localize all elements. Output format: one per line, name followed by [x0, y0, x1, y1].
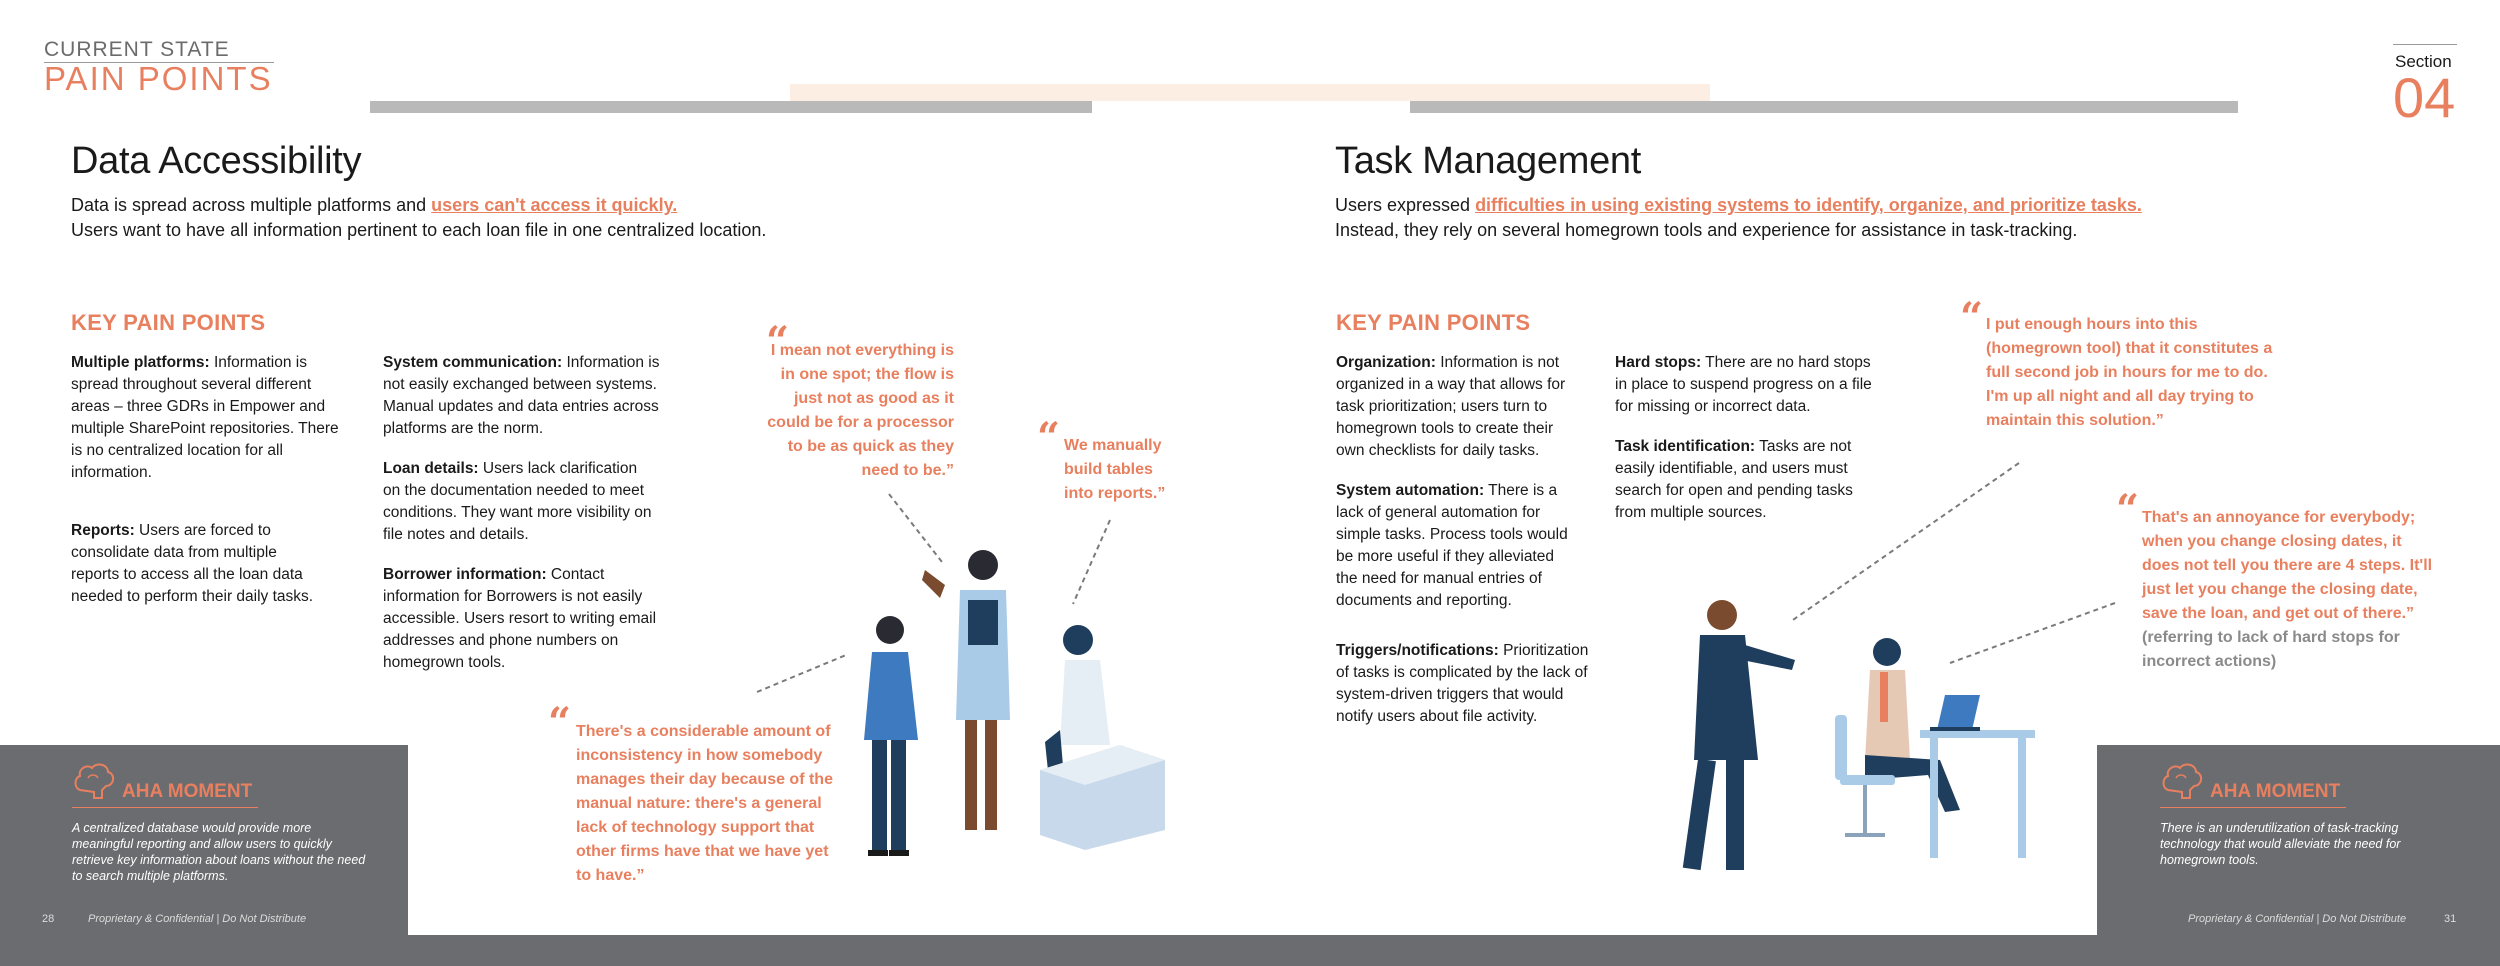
left-lead-line2: Users want to have all information pertinent to each loan file in one centralized location. — [71, 220, 767, 240]
right-aha-title: AHA MOMENT — [2210, 781, 2341, 802]
point-label: Organization: — [1336, 354, 1436, 371]
point-text: Contact information for Borrowers is not easily accessible. Users resort to writing email addresses and phone numbers on homegrown tools. — [383, 566, 657, 671]
right-quote-2-text: That's an annoyance for everybody; when you change closing dates, it does not tell you there are 4 steps. It'll just let you change the closing date, save the loan, and get out of there.” — [2142, 509, 2433, 622]
header-eyebrow: CURRENT STATE — [44, 38, 230, 61]
right-point-system-automation — [1336, 480, 1572, 612]
right-page-title: Task Management — [1335, 140, 1641, 182]
left-key-pain-points-title: KEY PAIN POINTS — [71, 310, 266, 335]
left-lead-link[interactable]: users can't access it quickly. — [431, 195, 678, 215]
quote-mark-icon: “ — [2116, 486, 2140, 533]
people-illustration-right — [1683, 600, 2035, 870]
people-illustration-left — [864, 550, 1165, 856]
point-label: System automation: — [1336, 482, 1485, 499]
section-rule — [2393, 44, 2457, 45]
left-quote-3: There's a considerable amount of inconsistency in how somebody manages their day because of the manual nature: there's a general lack of technology support that other firms have that we have yet to have.” — [576, 723, 833, 884]
quote-mark-icon: “ — [1960, 294, 1984, 341]
left-aha-title: AHA MOMENT — [122, 781, 253, 802]
left-point-reports — [71, 520, 321, 608]
left-lead-text: Data is spread across multiple platforms and — [71, 195, 432, 215]
left-quote-1: I mean not everything is in one spot; the flow is just not as good as it could be for a processor to be as quick as they need to be.” — [767, 342, 954, 479]
header-accent-bar — [790, 84, 1710, 101]
right-key-pain-points-title: KEY PAIN POINTS — [1336, 310, 1531, 335]
left-page-title: Data Accessibility — [71, 140, 362, 182]
right-aha-rule — [2160, 807, 2346, 808]
right-quote-1: I put enough hours into this (homegrown tool) that it constitutes a full second job in hours for me to do. I'm up all night and all day trying to maintain this solution.” — [1986, 316, 2273, 429]
quote-mark-icon: “ — [548, 699, 572, 746]
point-text: Users are forced to consolidate data from multiple reports to access all the loan data needed to perform their daily tasks. — [71, 522, 314, 605]
left-aha-body: A centralized database would provide more meaningful reporting and allow users to quickly retrieve key information about loans without the need to search multiple platforms. — [72, 821, 366, 883]
left-page-number: 28 — [42, 913, 55, 925]
left-quote-2: We manually build tables into reports.” — [1064, 437, 1166, 502]
right-footer-text: Proprietary & Confidential | Do Not Distribute — [2188, 913, 2407, 925]
point-label: Task identification: — [1615, 438, 1756, 455]
right-lead — [1335, 193, 2235, 243]
point-text: Prioritization of tasks is complicated by the lack of system-driven triggers that would notify users about file activity. — [1336, 642, 1589, 725]
left-point-system-communication — [383, 352, 668, 440]
point-text: Tasks are not easily identifiable, and users must search for open and pending tasks from multiple sources. — [1615, 438, 1853, 521]
brain-lightbulb-icon — [2160, 760, 2204, 807]
right-lead-link[interactable]: difficulties in using existing systems to identify, organize, and prioritize tasks. — [1475, 195, 2142, 215]
point-text: Users lack clarification on the documentation needed to meet conditions. They want more visibility on file notes and details. — [383, 460, 652, 543]
point-label: System communication: — [383, 354, 563, 371]
point-label: Triggers/notifications: — [1336, 642, 1499, 659]
point-label: Multiple platforms: — [71, 354, 210, 371]
header-title: PAIN POINTS — [44, 60, 273, 97]
right-lead-line2: Instead, they rely on several homegrown tools and experience for assistance in task-tracking. — [1335, 220, 2078, 240]
point-label: Hard stops: — [1615, 354, 1702, 371]
left-lead — [71, 193, 931, 243]
left-point-borrower-information — [383, 564, 668, 674]
right-aha-body: There is an underutilization of task-tracking technology that would alleviate the need for homegrown tools. — [2160, 821, 2401, 867]
connector-line — [889, 494, 942, 562]
section-label: Section — [2395, 52, 2452, 71]
right-point-task-identification — [1615, 436, 1865, 524]
header-divider-left — [370, 101, 1092, 113]
quote-mark-icon: “ — [766, 318, 790, 365]
point-text: Information is spread throughout several different areas – three GDRs in Empower and multiple SharePoint repositories. There is no centralized location for all information. — [71, 354, 339, 481]
point-text: Information is not easily exchanged between systems. Manual updates and data entries across platforms are the norm. — [383, 354, 660, 437]
point-label: Reports: — [71, 522, 135, 539]
left-aha-rule — [72, 807, 258, 808]
left-point-multiple-platforms — [71, 352, 351, 484]
section-number: 04 — [2393, 66, 2456, 129]
point-label: Loan details: — [383, 460, 479, 477]
right-point-hard-stops — [1615, 352, 1873, 418]
footer-band — [0, 935, 2500, 966]
left-point-loan-details — [383, 458, 653, 546]
point-text: Information is not organized in a way that allows for task prioritization; users turn to homegrown tools to create their own checklists for daily tasks. — [1336, 354, 1566, 459]
point-label: Borrower information: — [383, 566, 547, 583]
quote-mark-icon: “ — [1037, 414, 1061, 461]
left-footer-text: Proprietary & Confidential | Do Not Distribute — [88, 913, 307, 925]
right-quote-2 — [2142, 506, 2434, 674]
right-page-number: 31 — [2444, 913, 2457, 925]
point-text: There are no hard stops in place to suspend progress on a file for missing or incorrect data. — [1615, 354, 1872, 415]
connector-line — [757, 655, 846, 692]
header-divider-right — [1410, 101, 2238, 113]
point-text: There is a lack of general automation for simple tasks. Process tools would be more useful if they alleviated the need for manual entries of documents and reporting. — [1336, 482, 1568, 609]
connector-line — [1950, 603, 2115, 663]
right-point-triggers-notifications — [1336, 640, 1596, 728]
right-quote-2-note: (referring to lack of hard stops for incorrect actions) — [2142, 629, 2400, 670]
right-lead-text: Users expressed — [1335, 195, 1476, 215]
connector-line — [1073, 520, 1110, 604]
right-point-organization — [1336, 352, 1572, 462]
brain-lightbulb-icon — [72, 760, 116, 807]
